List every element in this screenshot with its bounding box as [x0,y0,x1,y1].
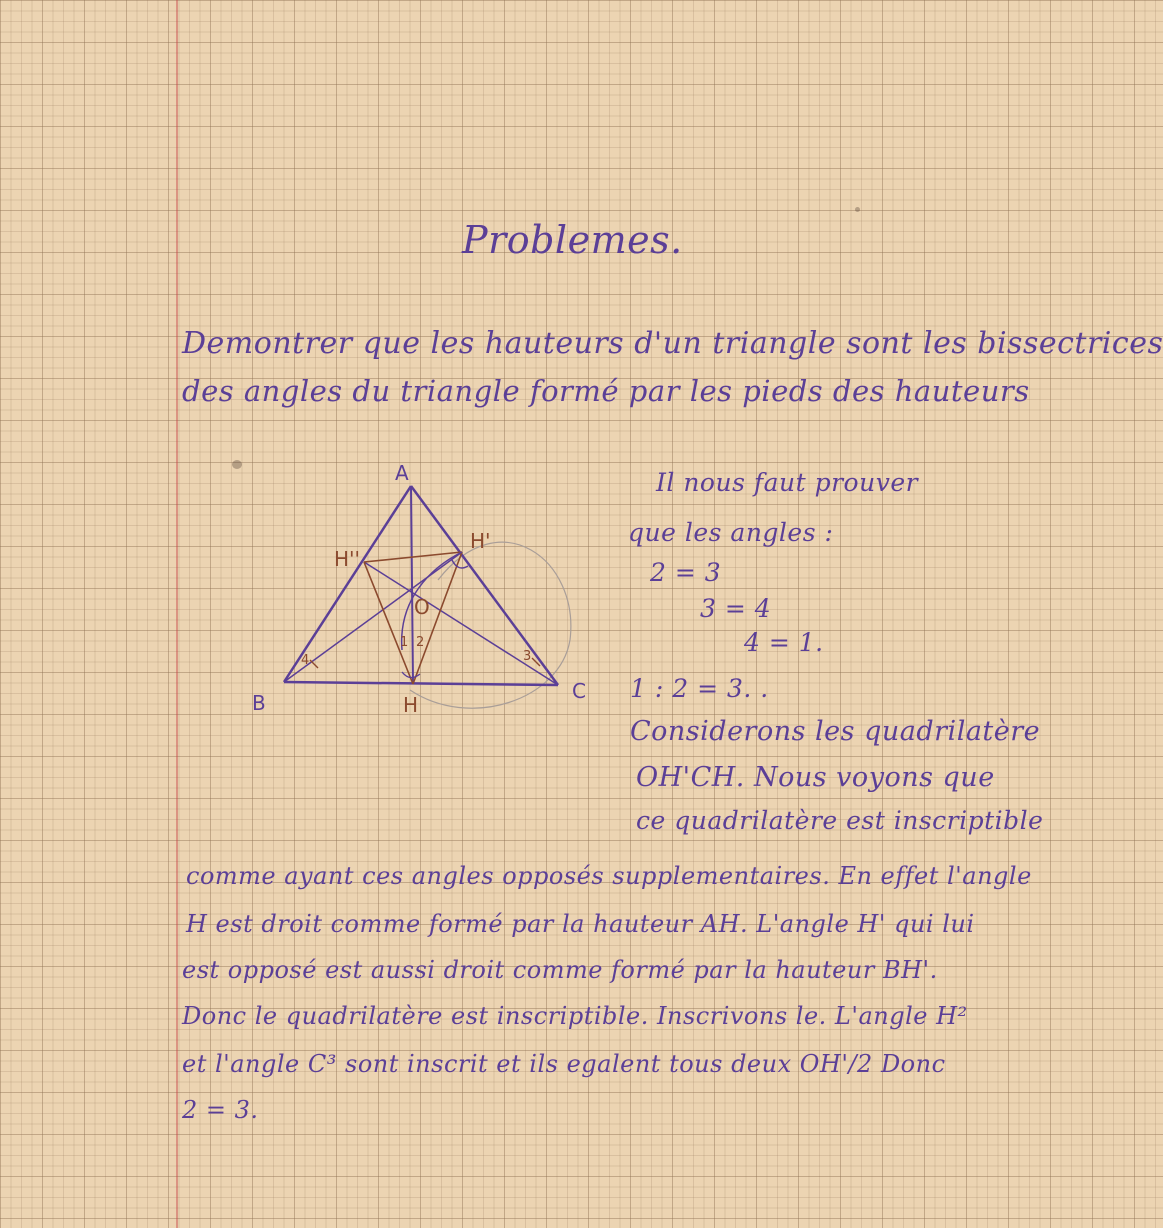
equation-1: 2 = 3 [650,558,722,587]
body-line-5: et l'angle C³ sont inscrit et ils egalent tous deux OH'/2 Donc [182,1050,946,1078]
body-line-1: comme ayant ces angles opposés supplementaires. En effet l'angle [186,862,1032,890]
problem-statement-line-1: Demontrer que les hauteurs d'un triangle sont les bissectrices [182,326,1163,361]
side-BC [284,682,558,685]
label-B: B [252,691,266,715]
body-line-2: H est droit comme formé par la hauteur AH. L'angle H' qui lui [186,910,975,938]
segment-H2H [364,562,413,684]
altitude-CH2 [364,562,558,685]
ink-stain [855,207,860,212]
page-title: Problemes. [462,218,683,262]
label-A: A [395,461,409,485]
side-line-5: ce quadrilatère est inscriptible [636,806,1044,835]
equation-4: 1 : 2 = 3. . [630,674,769,703]
margin-line [176,0,178,1228]
body-line-3: est opposé est aussi droit comme formé par la hauteur BH'. [182,956,938,984]
angle-tick-B [310,660,318,668]
side-line-4: OH'CH. Nous voyons que [636,762,995,793]
body-line-4: Donc le quadrilatère est inscriptible. Inscrivons le. L'angle H² [182,1002,968,1030]
label-angle-2: 2 [416,635,425,650]
problem-statement-line-2: des angles du triangle formé par les pieds des hauteurs [182,374,1030,408]
side-line-2: que les angles : [628,518,834,547]
side-line-1: Il nous faut prouver [656,468,919,497]
equation-3: 4 = 1. [744,628,824,657]
label-angle-1: 1 [400,635,409,650]
side-line-3: Considerons les quadrilatère [630,716,1041,747]
label-H2: H'' [334,547,361,571]
label-C: C [572,679,586,703]
label-H: H [403,693,419,717]
label-O: O [414,595,430,619]
label-angle-4: 4 [301,653,310,668]
body-line-6: 2 = 3. [182,1096,259,1124]
label-H1: H' [470,529,491,553]
altitude-AH [411,486,413,684]
triangle-figure [220,450,600,750]
label-angle-3: 3 [523,649,532,664]
altitude-BH1 [284,552,462,682]
side-AC [411,486,558,685]
equation-2: 3 = 4 [700,594,772,623]
